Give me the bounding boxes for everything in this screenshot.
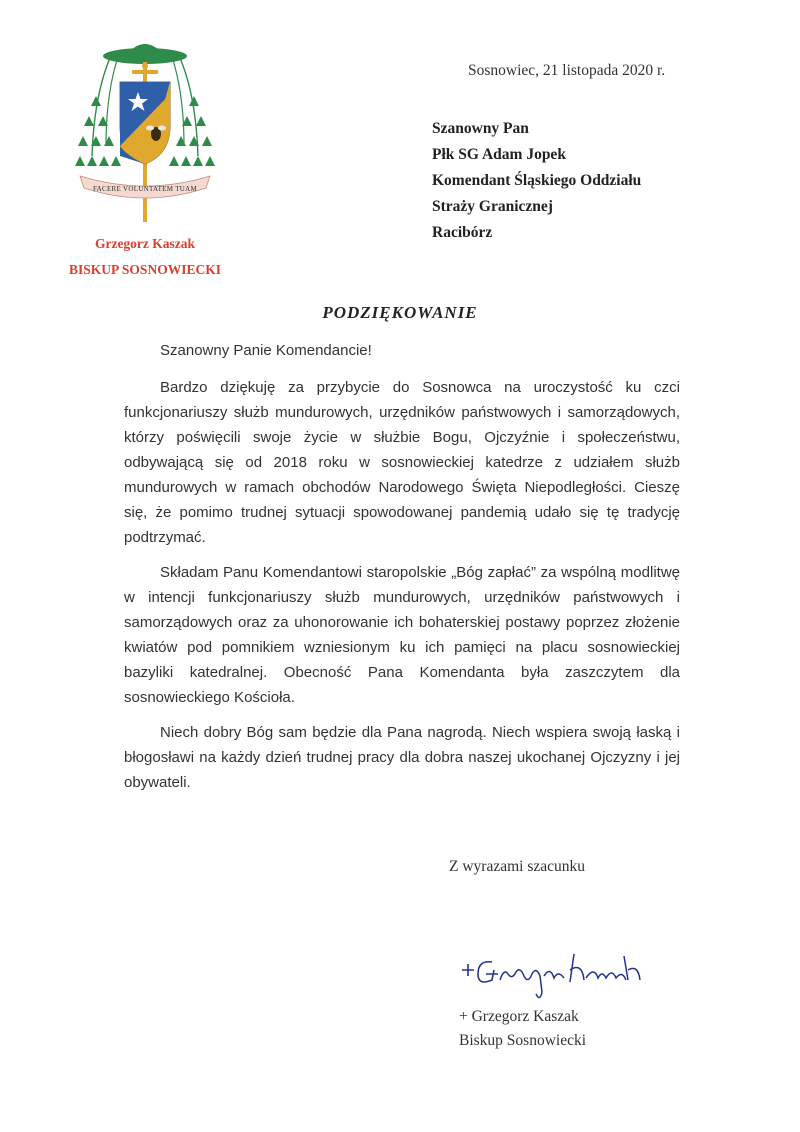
signer-name: + Grzegorz Kaszak <box>459 1008 579 1025</box>
recipient-line: Racibórz <box>432 224 493 241</box>
body-paragraph: Składam Panu Komendantowi staropolskie „Bóg zapłać” za wspólną modlitwę w intencji funkcjonariuszy służb mundurowych, urzędników państwowych i samorządowych oraz za uhonorowanie ich bohaterskiej postawy poprzez złożenie kwiatów pod pomnikiem wzniesionym ku ich pamięci na placu sosnowieckiej bazyliki katedralnej. Obecność Pana Komendanta była zaszczytem dla sosnowieckiego Kościoła. <box>124 564 680 706</box>
handwritten-signature <box>456 940 656 1010</box>
body-paragraph: Bardzo dziękuję za przybycie do Sosnowca na uroczystość ku czci funkcjonariuszy służb mundurowych, urzędników państwowych i samorządowych, którzy poświęcili swoje życie w służbie Bogu, Ojczyźnie i społeczeństwu, odbywającą się od 2018 roku w sosnowieckiej katedrze z udziałem służb mundurowych w ramach obchodów Narodowego Święta Niepodległości. Cieszę się, że pomimo trudnej sytuacji spowodowanej pandemią udało się tę tradycję podtrzymać. <box>124 379 680 546</box>
closing-phrase: Z wyrazami szacunku <box>449 858 585 875</box>
letter-title: PODZIĘKOWANIE <box>322 303 478 322</box>
letterhead-name: Grzegorz Kaszak <box>94 236 196 251</box>
signer-title: Biskup Sosnowiecki <box>459 1032 587 1049</box>
recipient-line: Płk SG Adam Jopek <box>432 146 566 163</box>
body-paragraph: Niech dobry Bóg sam będzie dla Pana nagrodą. Niech wspiera swoją łaską i błogosławi na każdy dzień trudnej pracy dla dobra naszej ukochanej Ojczyzny i jej obywateli. <box>124 724 680 791</box>
recipient-line: Szanowny Pan <box>432 120 529 137</box>
recipient-block <box>432 116 641 246</box>
letterhead-title: BISKUP SOSNOWIECKI <box>69 262 221 277</box>
greeting: Szanowny Panie Komendancie! <box>160 342 372 359</box>
letter-date: Sosnowiec, 21 listopada 2020 r. <box>468 62 666 79</box>
signer-block <box>459 1005 586 1053</box>
motto-text: FACERE VOLUNTATEM TUAM <box>92 185 198 193</box>
recipient-line: Komendant Śląskiego Oddziału <box>432 172 642 189</box>
letter-body <box>124 330 680 795</box>
recipient-line: Straży Granicznej <box>432 198 553 215</box>
coat-of-arms-icon <box>72 36 218 232</box>
